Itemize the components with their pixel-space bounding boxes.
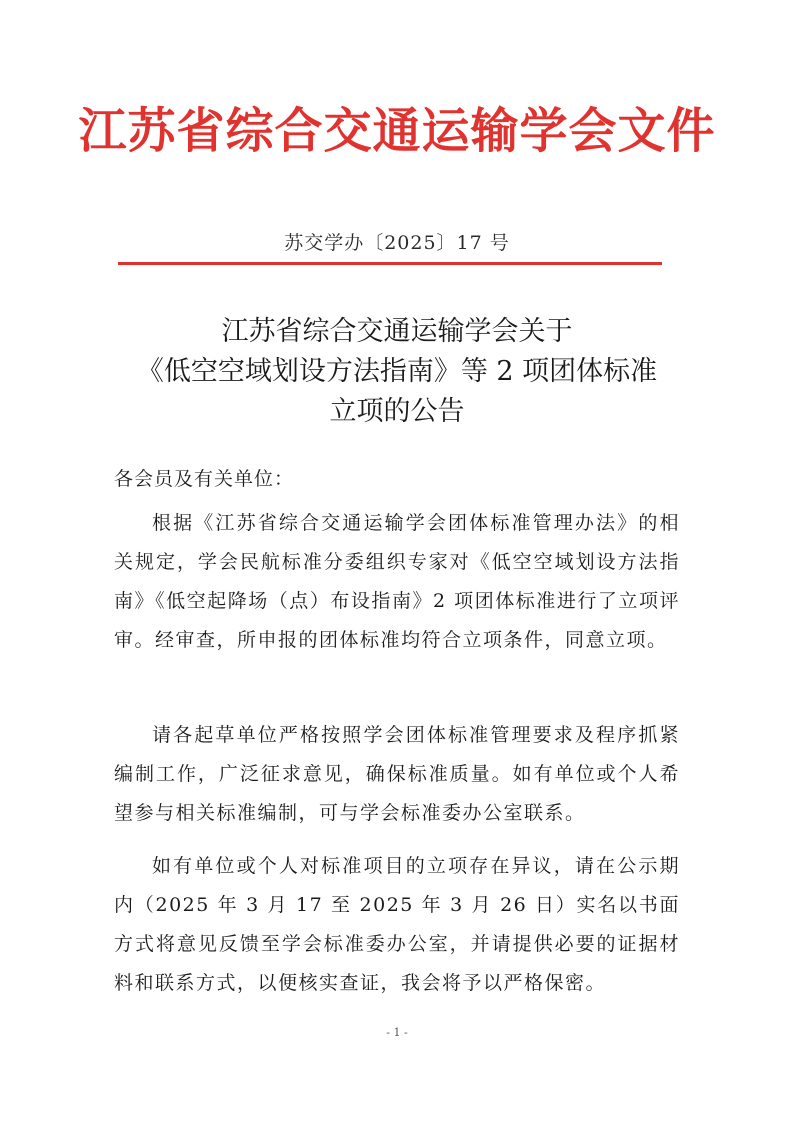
salutation: 各会员及有关单位：	[114, 468, 295, 490]
title-line-3: 立项的公告	[329, 396, 465, 427]
body-paragraph-1: 根据《江苏省综合交通运输学会团体标准管理办法》的相关规定，学会民航标准分委组织专家对《低空空域划设方法指南》《低空起降场（点）布设指南》2 项团体标准进行了立项评审。经审查，所申报的团体标准均符合立项条件，同意立项。	[114, 512, 680, 651]
title-line-2: 《低空空域划设方法指南》等 2 项团体标准	[136, 356, 658, 387]
document-number: 苏交学办〔2025〕17 号	[284, 232, 510, 254]
body-paragraph-2: 请各起草单位严格按照学会团体标准管理要求及程序抓紧编制工作，广泛征求意见，确保标准质量。如有单位或个人希望参与相关标准编制，可与学会标准委办公室联系。	[114, 724, 680, 824]
page-number: - 1 -	[386, 1026, 408, 1039]
red-divider-line	[118, 262, 662, 265]
title-line-1: 江苏省综合交通运输学会关于	[221, 316, 573, 347]
body-paragraph-3: 如有单位或个人对标准项目的立项存在异议，请在公示期内（2025 年 3 月 17 至 2025 年 3 月 26 日）实名以书面方式将意见反馈至学会标准委办公室，并请提供必要的证据材料和联系方式，以便核实查证，我会将予以严格保密。	[114, 855, 680, 994]
organization-file-header: 江苏省综合交通运输学会文件	[78, 103, 716, 159]
announcement-title	[80, 312, 714, 432]
